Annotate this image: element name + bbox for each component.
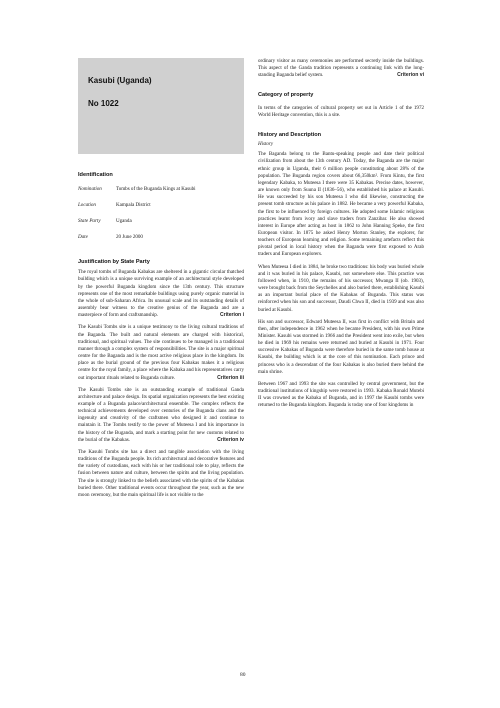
- id-value: 20 June 2000: [116, 234, 143, 241]
- history-heading: History and Description: [258, 131, 322, 138]
- table-row: [78, 186, 196, 202]
- criterion-label: Criterion vi: [397, 72, 424, 79]
- identification-heading: Identification: [78, 172, 113, 178]
- history-paragraph: When Muteesa I died in 1884, he broke two traditions: his body was buried whole and it was buried in his palace, Kasubi, not somewhere else. This practice was followed when, in 1910, the remains of his successor, Mwanga II (ob. 1903), were brought back from the Seychelles and also buried there, establishing Kasubi as an important burial place of the Kabakas of Buganda. This status was reinforced when his son and successor, Daudi Chwa II, died in 1939 and was also buried at Kasubi.: [258, 263, 424, 313]
- id-value: Kampala District: [116, 202, 151, 209]
- justification-paragraph: [78, 269, 244, 319]
- category-heading: Category of property: [258, 92, 314, 99]
- category-paragraph: In terms of the categories of cultural property set out in Article 1 of the 1972 World Heritage convention, this is a site.: [258, 104, 424, 118]
- id-key: Location: [78, 202, 96, 209]
- paragraph-text: ordinary visitor as many ceremonies are performed secretly inside the buildings. This aspect of the Ganda tradition represents a continuing link with the long-standing Baganda belief system.: [258, 58, 424, 79]
- table-row: [78, 218, 196, 234]
- history-paragraph: His son and successor, Edward Muteesa II, was first in conflict with Britain and then, after independence in 1962 when he became President, with his own Prime Minister. Kasubi was stormed in 1966 and the President went into exile, but when he died in 1969 his remains were returned and buried at Kasubi in 1971. Four successive Kabakas of Buganda were therefore buried in the same tomb house at Kasubi, the building which is at the core of this nomination. Each prince and princess who is a descendant of the four Kabakas is also buried there behind the main shrine.: [258, 318, 424, 375]
- justification-heading: Justification by State Party: [78, 259, 150, 266]
- nomination-number: No 1022: [88, 99, 119, 108]
- paragraph-text: The Kasubi Tombs site is an outstanding example of traditional Ganda architecture and palace design. Its spatial organization represents the best existing example of a Buganda palace/architectural ensemble. The complex reflects the technical achievements developed over centuries of the Buganda clans and the ingenuity and creativity of the craftsmen who designed it and continue to maintain it. The Tombs testify to the power of Muteesa I and his importance in the history of the Buganda, and mark a starting point for new customs related to the burial of the Kabakas.: [78, 386, 244, 443]
- page-number: 80: [240, 672, 246, 678]
- site-title: Kasubi (Uganda): [88, 76, 152, 85]
- id-value: Uganda: [116, 218, 132, 225]
- title-box: [78, 58, 244, 154]
- right-column: [258, 58, 424, 410]
- continued-paragraph: [258, 58, 424, 79]
- id-value: Tombs of the Buganda Kings at Kasubi: [116, 186, 196, 193]
- table-row: [78, 202, 196, 218]
- paragraph-text: The Kasubi Tombs site is a unique testimony to the living cultural traditions of the Baganda. The built and natural elements are charged with historical, traditional, and spiritual values. The site continues to be managed in a traditional manner through a complex system of responsibilities. The site is a major spiritual centre for the Baganda and is the most active religious place in the kingdom. Its place as the burial ground of the previous four Kabakas makes it a religious centre for the royal family, a place where the Kabaka and his representatives carry out important rituals related to Buganda culture.: [78, 324, 244, 381]
- id-key: Date: [78, 234, 88, 241]
- left-column: [78, 172, 244, 499]
- id-key: Nomination: [78, 186, 102, 193]
- justification-paragraph: [78, 387, 244, 444]
- history-paragraph: The Baganda belong to the Bantu-speaking people and date their political civilization from about the 13th century AD. Today, the Baganda are the major ethnic group in Uganda, their 6 million people constituting about 28% of the population. The Buganda region covers about 66,350km². From Kintu, the first legendary Kabaka, to Muteesa I there were 35 Kabakas. Precise dates, however, are known only from Suuna II (1836–56), who established his palace at Kasubi. He was succeeded by his son Muteesa I who did likewise, constructing the present tomb structure as his palace in 1882. He became a very powerful Kabaka, the first to be influenced by foreign cultures. He adopted some Islamic religious practices learnt from ivory and slave traders from Zanzibar. He also showed interest in Europe after acting as host in 1862 to John Hanning Speke, the first European visitor. In 1875 he asked Henry Morton Stanley, the explorer, for teachers of European learning and religion. Some remaining artefacts reflect this pivotal period in local history when the Baganda were first exposed to Arab traders and European explorers.: [258, 151, 424, 258]
- criterion-label: Criterion i: [219, 312, 244, 319]
- table-row: [78, 234, 196, 250]
- paragraph-text: The royal tombs of Buganda Kabakas are sheltered in a gigantic circular thatched building which is a unique surviving example of an architectural style developed by the powerful Buganda kingdom since the 13th century. This structure represents one of the most remarkable buildings using purely organic material in the whole of sub-Saharan Africa. Its unusual scale and its outstanding details of assembly bear witness to the creative genius of the Baganda and are a masterpiece of form and craftsmanship.: [78, 269, 244, 319]
- history-paragraph: Between 1967 and 1993 the site was controlled by central government, but the traditional institutions of kingship were restored in 1993. Kabaka Ronald Mutebi II was crowned as the Kabaka of Buganda, and in 1997 the Kasubi tombs were returned to the Buganda kingdom. Buganda is today one of four kingdoms in: [258, 380, 424, 409]
- criterion-label: Criterion iv: [217, 436, 244, 443]
- justification-paragraph: The Kasubi Tombs site has a direct and tangible association with the living traditions of the Buganda people. Its rich architectural and decorative features and the variety of custodians, each with his or her traditional role to play, reflects the fusion between nature and culture, between the spirits and the living population. The site is strongly linked to the beliefs associated with the spirits of the Kabakas buried there. Other traditional events occur throughout the year, such as the new moon ceremony, but the main spiritual life is not visible to the: [78, 448, 244, 498]
- id-key: State Party: [78, 218, 101, 225]
- justification-paragraph: [78, 324, 244, 381]
- criterion-label: Criterion iii: [217, 374, 244, 381]
- history-subheading: History: [258, 141, 274, 148]
- identification-table: [78, 186, 196, 250]
